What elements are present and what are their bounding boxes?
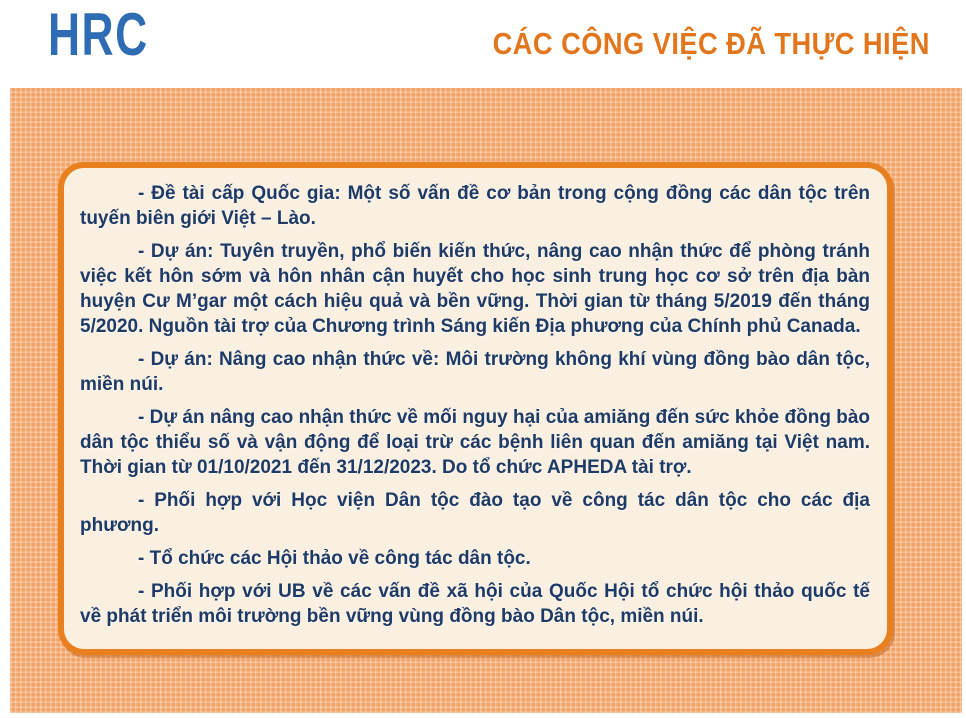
- bullet-paragraph-academy-cooperation: - Phối hợp với Học viện Dân tộc đào tạo về công tác dân tộc cho các địa phương.: [80, 490, 870, 536]
- bullet-paragraph-national-project: - Đề tài cấp Quốc gia: Một số vấn đề cơ bản trong cộng đồng các dân tộc trên tuyến biên giới Việt – Lào.: [80, 183, 870, 229]
- bullet-paragraph-air-environment-project: - Dự án: Nâng cao nhận thức về: Môi trường không khí vùng đồng bào dân tộc, miền núi.: [80, 349, 870, 395]
- content-box: [58, 162, 893, 655]
- page-title: CÁC CÔNG VIỆC ĐÃ THỰC HIỆN: [492, 26, 930, 61]
- hrc-logo: HRC: [48, 1, 149, 68]
- bullet-paragraph-national-assembly-cooperation: - Phối hợp với UB về các vấn đề xã hội của Quốc Hội tổ chức hội thảo quốc tế về phát triển môi trường bền vững vùng đồng bào Dân tộc, miền núi.: [80, 581, 870, 627]
- bullet-paragraph-asbestos-project: - Dự án nâng cao nhận thức về mối nguy hại của amiăng đến sức khỏe đồng bào dân tộc thiểu số và vận động để loại trừ các bệnh liên quan đến amiăng tại Việt nam. Thời gian từ 01/10/2021 đến 31/12/2023. Do tổ chức APHEDA tài trợ.: [80, 407, 870, 478]
- slide-header: [0, 0, 966, 88]
- bullet-paragraph-workshops: - Tổ chức các Hội thảo về công tác dân tộc.: [138, 548, 531, 569]
- bullet-paragraph-early-marriage-project: - Dự án: Tuyên truyền, phổ biến kiến thức, nâng cao nhận thức để phòng tránh việc kết hôn sớm và hôn nhân cận huyết cho học sinh trung học cơ sở trên địa bàn huyện Cư M’gar một cách hiệu quả và bền vững. Thời gian từ tháng 5/2019 đến tháng 5/2020. Nguồn tài trợ của Chương trình Sáng kiến Địa phương của Chính phủ Canada.: [80, 241, 870, 337]
- slide-body-background: [10, 88, 962, 713]
